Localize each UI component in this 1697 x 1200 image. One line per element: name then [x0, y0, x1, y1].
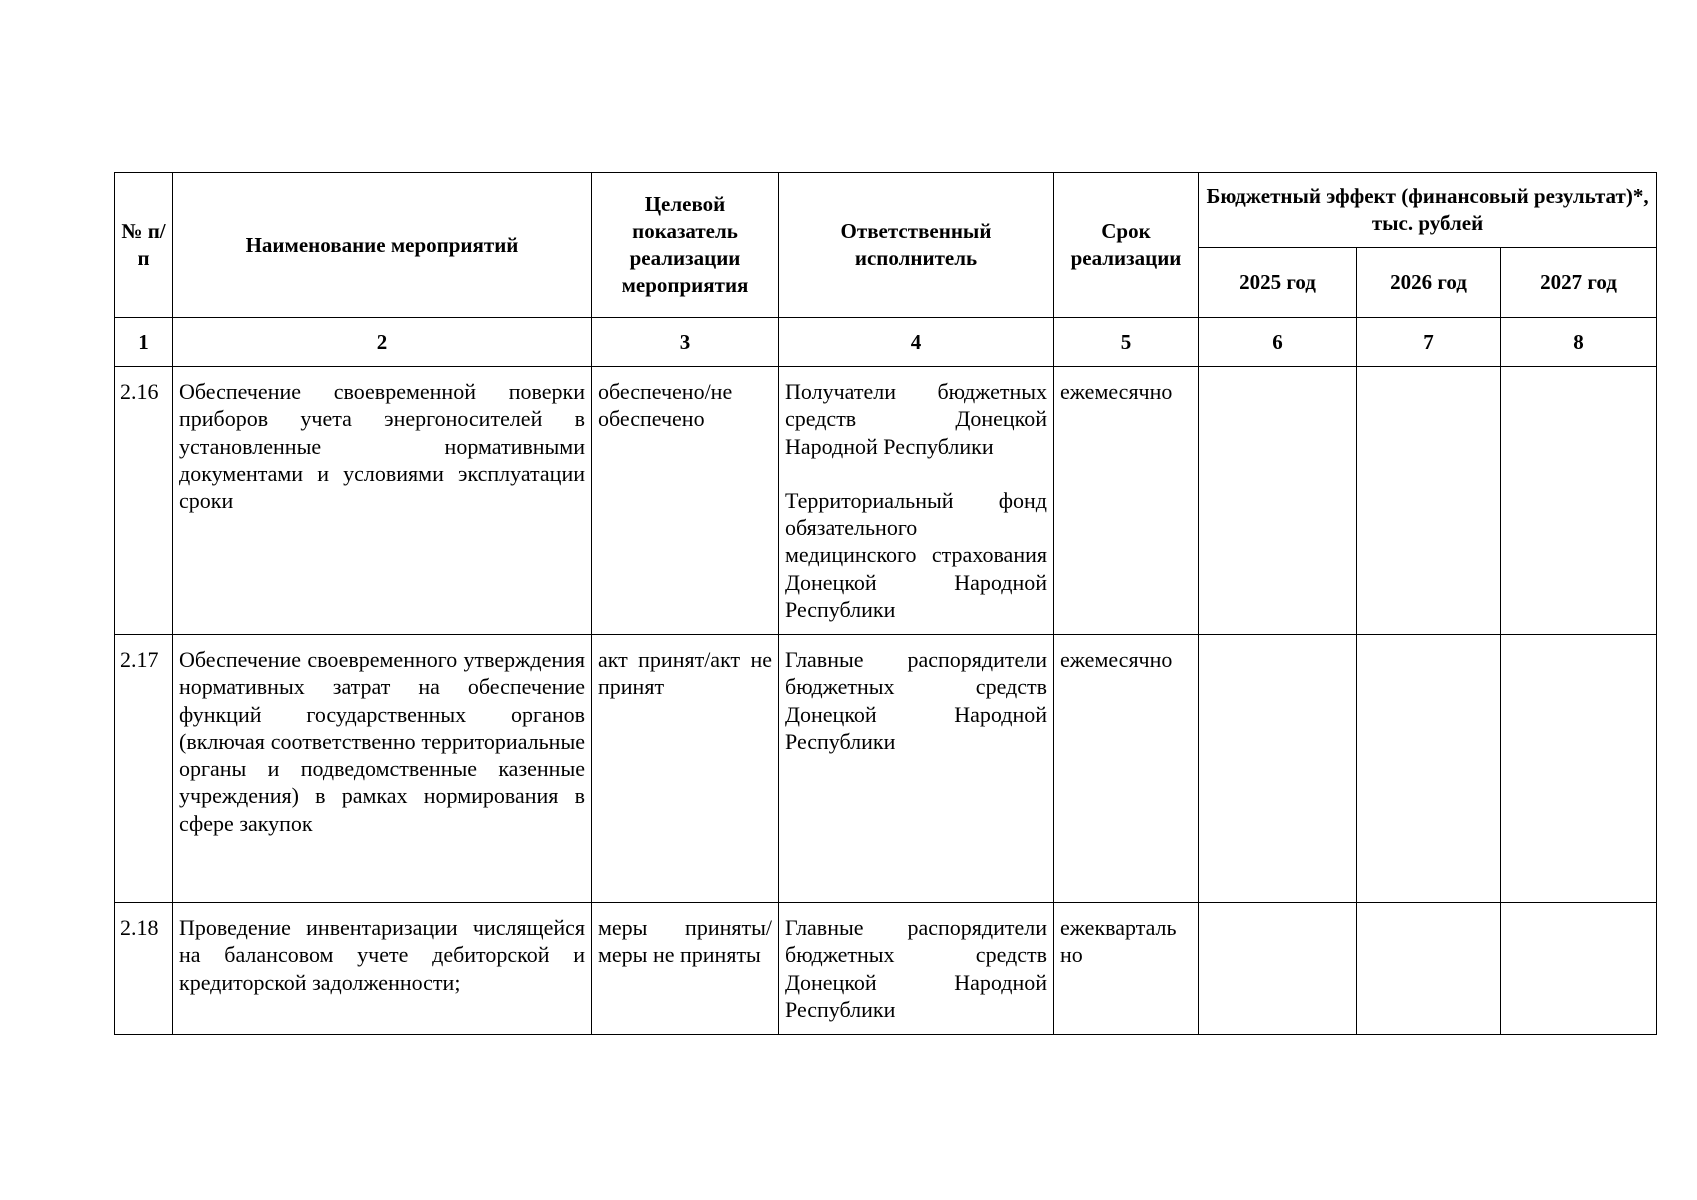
implementation-term: ежемесячно	[1054, 367, 1199, 635]
table-row	[115, 367, 1657, 635]
col-number: 6	[1199, 318, 1357, 367]
header-year-2026: 2026 год	[1357, 248, 1501, 318]
header-year-2025: 2025 год	[1199, 248, 1357, 318]
measure-name: Обеспечение своевременного утверждения нормативных затрат на обеспечение функций государственных органов (включая соответственно территориальные органы и подведомственные казенные учреждения) в рамках нормирования в сфере закупок	[173, 635, 592, 903]
measure-name: Обеспечение своевременной поверки приборов учета энергоносителей в установленные нормативными документами и условиями эксплуатации сроки	[173, 367, 592, 635]
col-number: 1	[115, 318, 173, 367]
effect-2027	[1501, 903, 1657, 1035]
table-row	[115, 903, 1657, 1035]
header-name: Наименование мероприятий	[173, 173, 592, 318]
effect-2026	[1357, 367, 1501, 635]
implementation-term: ежемесячно	[1054, 635, 1199, 903]
executor-text: Территориальный фонд обязательного медицинского страхования Донецкой Народной Республики	[785, 487, 1047, 623]
column-numbers-row	[115, 318, 1657, 367]
effect-2026	[1357, 903, 1501, 1035]
target-indicator: меры приняты/меры не приняты	[592, 903, 779, 1035]
measure-name: Проведение инвентаризации числящейся на балансовом учете дебиторской и кредиторской задолженности;	[173, 903, 592, 1035]
header-executor: Ответственный исполнитель	[779, 173, 1054, 318]
header-row	[115, 173, 1657, 248]
col-number: 3	[592, 318, 779, 367]
row-number: 2.16	[115, 367, 173, 635]
effect-2025	[1199, 367, 1357, 635]
measures-table	[114, 172, 1657, 1035]
col-number: 5	[1054, 318, 1199, 367]
col-number: 8	[1501, 318, 1657, 367]
responsible-executor: Главные распорядители бюджетных средств Донецкой Народной Республики	[779, 903, 1054, 1035]
effect-2027	[1501, 635, 1657, 903]
header-indicator: Целевой показатель реализации мероприятия	[592, 173, 779, 318]
implementation-term: ежекварталь но	[1054, 903, 1199, 1035]
col-number: 2	[173, 318, 592, 367]
header-term: Срок реализации	[1054, 173, 1199, 318]
header-year-2027: 2027 год	[1501, 248, 1657, 318]
executor-text: Получатели бюджетных средств Донецкой Народной Республики	[785, 379, 1047, 459]
effect-2025	[1199, 635, 1357, 903]
row-number: 2.17	[115, 635, 173, 903]
target-indicator: акт принят/акт не принят	[592, 635, 779, 903]
effect-2025	[1199, 903, 1357, 1035]
effect-2027	[1501, 367, 1657, 635]
header-budget-effect: Бюджетный эффект (финансовый результат)*, тыс. рублей	[1199, 173, 1657, 248]
responsible-executor	[779, 367, 1054, 635]
target-indicator: обеспечено/не обеспечено	[592, 367, 779, 635]
table-row	[115, 635, 1657, 903]
col-number: 4	[779, 318, 1054, 367]
header-num: № п/п	[115, 173, 173, 318]
responsible-executor: Главные распорядители бюджетных средств Донецкой Народной Республики	[779, 635, 1054, 903]
effect-2026	[1357, 635, 1501, 903]
col-number: 7	[1357, 318, 1501, 367]
row-number: 2.18	[115, 903, 173, 1035]
